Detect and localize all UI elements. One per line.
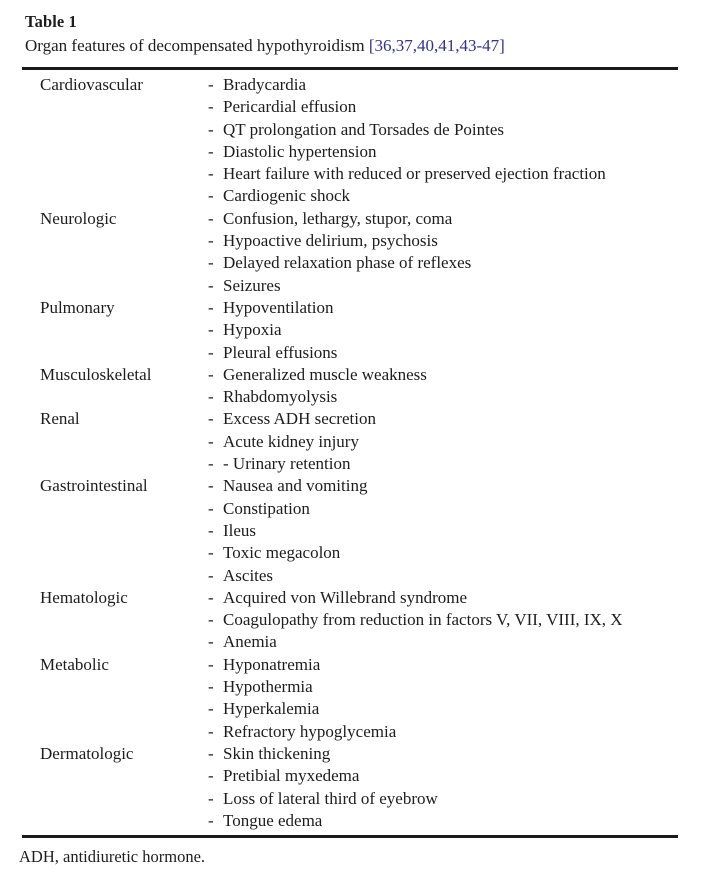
- feature-item: [208, 74, 678, 96]
- feature-item: [208, 275, 678, 297]
- dash-bullet: -: [208, 164, 214, 184]
- dash-bullet: -: [208, 677, 214, 697]
- feature-text: Loss of lateral third of eyebrow: [223, 788, 438, 808]
- feature-item: [208, 542, 678, 564]
- feature-list: [208, 587, 678, 654]
- feature-text: Hyponatremia: [223, 654, 321, 674]
- dash-bullet: -: [208, 721, 214, 741]
- organ-name: Musculoskeletal: [40, 364, 152, 384]
- feature-item: [208, 765, 678, 787]
- feature-text: Hyperkalemia: [223, 699, 320, 719]
- feature-text: Cardiogenic shock: [223, 186, 350, 206]
- feature-text: Hypothermia: [223, 677, 313, 697]
- feature-item: [208, 475, 678, 497]
- feature-list: [208, 408, 678, 475]
- feature-item: [208, 520, 678, 542]
- feature-item: [208, 208, 678, 230]
- feature-text: Coagulopathy from reduction in factors V, VII, VIII, IX, X: [223, 610, 623, 630]
- organ-section-row: [22, 408, 678, 475]
- organ-section-row: [22, 654, 678, 743]
- feature-item: [208, 141, 678, 163]
- dash-bullet: -: [208, 498, 214, 518]
- feature-item: [208, 163, 678, 185]
- dash-bullet: -: [208, 97, 214, 117]
- dash-bullet: -: [208, 476, 214, 496]
- feature-text: - Urinary retention: [223, 454, 351, 474]
- organ-name: Hematologic: [40, 587, 128, 607]
- dash-bullet: -: [208, 788, 214, 808]
- dash-bullet: -: [208, 387, 214, 407]
- feature-item: [208, 788, 678, 810]
- feature-list: [208, 364, 678, 409]
- feature-text: Ascites: [223, 565, 274, 585]
- feature-text: Generalized muscle weakness: [223, 364, 427, 384]
- table-header: [22, 0, 678, 57]
- dash-bullet: -: [208, 565, 214, 585]
- table-label: Table 1: [25, 12, 77, 31]
- organ-name: Neurologic: [40, 208, 117, 228]
- dash-bullet: -: [208, 75, 214, 94]
- table-caption: [25, 34, 678, 57]
- feature-item: [208, 408, 678, 430]
- feature-item: [208, 587, 678, 609]
- feature-item: [208, 654, 678, 676]
- dash-bullet: -: [208, 610, 214, 630]
- feature-text: Diastolic hypertension: [223, 141, 377, 161]
- organ-name: Pulmonary: [40, 297, 115, 317]
- organ-feature-table: [22, 70, 678, 835]
- dash-bullet: -: [208, 810, 214, 830]
- feature-text: Hypoactive delirium, psychosis: [223, 231, 438, 251]
- dash-bullet: -: [208, 632, 214, 652]
- feature-item: [208, 810, 678, 832]
- feature-item: [208, 565, 678, 587]
- feature-item: [208, 230, 678, 252]
- feature-text: Delayed relaxation phase of reflexes: [223, 253, 472, 273]
- feature-text: Heart failure with reduced or preserved ejection fraction: [223, 164, 606, 184]
- organ-section-row: [22, 475, 678, 586]
- feature-item: [208, 364, 678, 386]
- feature-text: Refractory hypoglycemia: [223, 721, 397, 741]
- feature-text: Rhabdomyolysis: [223, 387, 338, 407]
- dash-bullet: -: [208, 699, 214, 719]
- feature-text: Toxic megacolon: [223, 543, 341, 563]
- dash-bullet: -: [208, 186, 214, 206]
- feature-item: [208, 676, 678, 698]
- feature-item: [208, 431, 678, 453]
- feature-item: [208, 96, 678, 118]
- feature-text: Constipation: [223, 498, 310, 518]
- dash-bullet: -: [208, 454, 214, 474]
- feature-text: Skin thickening: [223, 743, 331, 763]
- feature-item: [208, 319, 678, 341]
- dash-bullet: -: [208, 119, 214, 139]
- feature-list: [208, 297, 678, 364]
- feature-list: [208, 475, 678, 586]
- feature-text: Pericardial effusion: [223, 97, 357, 117]
- feature-list: [208, 74, 678, 208]
- feature-text: QT prolongation and Torsades de Pointes: [223, 119, 505, 139]
- dash-bullet: -: [208, 253, 214, 273]
- feature-item: [208, 252, 678, 274]
- feature-item: [208, 609, 678, 631]
- organ-section-row: [22, 587, 678, 654]
- feature-item: [208, 297, 678, 319]
- feature-text: Acute kidney injury: [223, 431, 359, 451]
- feature-text: Anemia: [223, 632, 277, 652]
- feature-item: [208, 119, 678, 141]
- feature-text: Bradycardia: [223, 75, 307, 94]
- feature-list: [208, 654, 678, 743]
- bottom-rule: [22, 835, 678, 838]
- feature-text: Ileus: [223, 520, 257, 540]
- feature-text: Pretibial myxedema: [223, 766, 360, 786]
- organ-name: Gastrointestinal: [40, 476, 148, 496]
- feature-text: Hypoxia: [223, 320, 282, 340]
- feature-item: [208, 631, 678, 653]
- dash-bullet: -: [208, 231, 214, 251]
- dash-bullet: -: [208, 297, 214, 317]
- feature-text: Seizures: [223, 275, 281, 295]
- organ-section-row: [22, 364, 678, 409]
- feature-text: Pleural effusions: [223, 342, 338, 362]
- dash-bullet: -: [208, 342, 214, 362]
- feature-item: [208, 743, 678, 765]
- citation-link[interactable]: [36,37,40,41,43-47]: [368, 36, 505, 55]
- organ-name: Renal: [40, 409, 80, 429]
- organ-section-row: [22, 74, 678, 208]
- feature-text: Hypoventilation: [223, 297, 334, 317]
- feature-item: [208, 721, 678, 743]
- caption-text: Organ features of decompensated hypothyroidism: [25, 36, 369, 55]
- organ-name: Dermatologic: [40, 743, 134, 763]
- organ-section-row: [22, 743, 678, 832]
- feature-item: [208, 698, 678, 720]
- organ-name: Metabolic: [40, 654, 109, 674]
- dash-bullet: -: [208, 520, 214, 540]
- dash-bullet: -: [208, 409, 214, 429]
- organ-name: Cardiovascular: [40, 75, 143, 94]
- feature-item: [208, 185, 678, 207]
- dash-bullet: -: [208, 431, 214, 451]
- dash-bullet: -: [208, 543, 214, 563]
- feature-item: [208, 386, 678, 408]
- feature-text: Confusion, lethargy, stupor, coma: [223, 208, 453, 228]
- dash-bullet: -: [208, 141, 214, 161]
- feature-item: [208, 342, 678, 364]
- feature-text: Nausea and vomiting: [223, 476, 368, 496]
- dash-bullet: -: [208, 364, 214, 384]
- feature-text: Tongue edema: [223, 810, 323, 830]
- feature-item: [208, 453, 678, 475]
- dash-bullet: -: [208, 766, 214, 786]
- feature-text: Acquired von Willebrand syndrome: [223, 587, 468, 607]
- feature-list: [208, 208, 678, 297]
- dash-bullet: -: [208, 587, 214, 607]
- dash-bullet: -: [208, 208, 214, 228]
- table-footnote: ADH, antidiuretic hormone.: [19, 847, 206, 867]
- organ-section-row: [22, 297, 678, 364]
- feature-list: [208, 743, 678, 832]
- dash-bullet: -: [208, 654, 214, 674]
- dash-bullet: -: [208, 743, 214, 763]
- feature-item: [208, 498, 678, 520]
- organ-section-row: [22, 208, 678, 297]
- dash-bullet: -: [208, 320, 214, 340]
- feature-text: Excess ADH secretion: [223, 409, 376, 429]
- dash-bullet: -: [208, 275, 214, 295]
